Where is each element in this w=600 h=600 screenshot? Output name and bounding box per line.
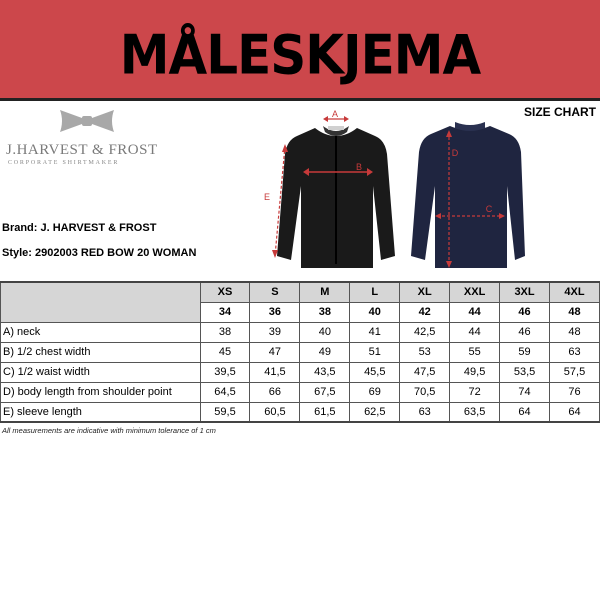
size-header: 3XL	[500, 282, 550, 302]
size-header: M	[300, 282, 350, 302]
table-cell: 42,5	[400, 322, 450, 342]
marker-label-a: A	[331, 109, 339, 119]
table-cell: 64,5	[200, 382, 250, 402]
table-cell: 51	[350, 342, 400, 362]
table-cell: 76	[550, 382, 600, 402]
marker-label-d: D	[451, 148, 459, 158]
table-row	[1, 322, 600, 342]
table-cell: 49	[300, 342, 350, 362]
table-cell: 41,5	[250, 362, 300, 382]
eu-size-header: 38	[300, 302, 350, 322]
table-cell: 43,5	[300, 362, 350, 382]
table-cell: 47,5	[400, 362, 450, 382]
table-cell: 61,5	[300, 402, 350, 422]
table-cell: 63	[550, 342, 600, 362]
size-chart-table	[0, 281, 600, 423]
eu-size-header: 46	[500, 302, 550, 322]
tolerance-footnote: All measurements are indicative with minimum tolerance of 1 cm	[2, 426, 216, 435]
brand-line: Brand: J. HARVEST & FROST	[2, 222, 157, 234]
back-shirt-illustration	[411, 122, 525, 268]
table-cell: 72	[450, 382, 500, 402]
title-banner	[0, 0, 600, 101]
size-header-row	[1, 282, 600, 302]
eu-size-row	[1, 302, 600, 322]
table-cell: 38	[200, 322, 250, 342]
size-chart-label: SIZE CHART	[524, 105, 596, 119]
page-title: MÅLESKJEMA	[119, 23, 481, 87]
measurement-label: A) neck	[1, 322, 201, 342]
logo-tagline: CORPORATE SHIRTMAKER	[8, 160, 120, 166]
size-header: XL	[400, 282, 450, 302]
table-cell: 40	[300, 322, 350, 342]
table-cell: 59,5	[200, 402, 250, 422]
table-cell: 44	[450, 322, 500, 342]
eu-size-header: 36	[250, 302, 300, 322]
corner-cell	[1, 282, 201, 302]
table-cell: 48	[550, 322, 600, 342]
measurement-label: E) sleeve length	[1, 402, 201, 422]
table-cell: 70,5	[400, 382, 450, 402]
table-cell: 62,5	[350, 402, 400, 422]
corner-cell	[1, 302, 201, 322]
table-cell: 46	[500, 322, 550, 342]
table-cell: 69	[350, 382, 400, 402]
table-cell: 74	[500, 382, 550, 402]
size-header: XS	[200, 282, 250, 302]
table-cell: 60,5	[250, 402, 300, 422]
table-cell: 63	[400, 402, 450, 422]
table-cell: 57,5	[550, 362, 600, 382]
table-cell: 39	[250, 322, 300, 342]
table-cell: 39,5	[200, 362, 250, 382]
size-header: S	[250, 282, 300, 302]
size-header: XXL	[450, 282, 500, 302]
table-cell: 41	[350, 322, 400, 342]
table-cell: 49,5	[450, 362, 500, 382]
table-cell: 64	[550, 402, 600, 422]
marker-label-b: B	[355, 162, 363, 172]
marker-label-e: E	[263, 192, 271, 202]
eu-size-header: 42	[400, 302, 450, 322]
eu-size-header: 48	[550, 302, 600, 322]
size-header: 4XL	[550, 282, 600, 302]
table-cell: 63,5	[450, 402, 500, 422]
shirt-measurement-diagram	[255, 106, 525, 278]
front-shirt-illustration	[277, 126, 395, 268]
table-row	[1, 402, 600, 422]
table-cell: 45,5	[350, 362, 400, 382]
eu-size-header: 44	[450, 302, 500, 322]
measurement-label: D) body length from shoulder point	[1, 382, 201, 402]
logo-wordmark: J.HARVEST & FROST	[6, 142, 158, 158]
table-cell: 67,5	[300, 382, 350, 402]
table-cell: 45	[200, 342, 250, 362]
bow-tie-icon	[58, 108, 116, 134]
eu-size-header: 40	[350, 302, 400, 322]
table-cell: 53	[400, 342, 450, 362]
table-cell: 66	[250, 382, 300, 402]
table-row	[1, 382, 600, 402]
measurement-label: B) 1/2 chest width	[1, 342, 201, 362]
marker-a-neck	[323, 109, 349, 122]
table-cell: 53,5	[500, 362, 550, 382]
table-row	[1, 362, 600, 382]
style-line: Style: 2902003 RED BOW 20 WOMAN	[2, 247, 197, 259]
table-row	[1, 342, 600, 362]
marker-label-c: C	[485, 204, 493, 214]
table-cell: 64	[500, 402, 550, 422]
table-cell: 55	[450, 342, 500, 362]
size-header: L	[350, 282, 400, 302]
table-cell: 59	[500, 342, 550, 362]
table-cell: 47	[250, 342, 300, 362]
eu-size-header: 34	[200, 302, 250, 322]
measurement-label: C) 1/2 waist width	[1, 362, 201, 382]
